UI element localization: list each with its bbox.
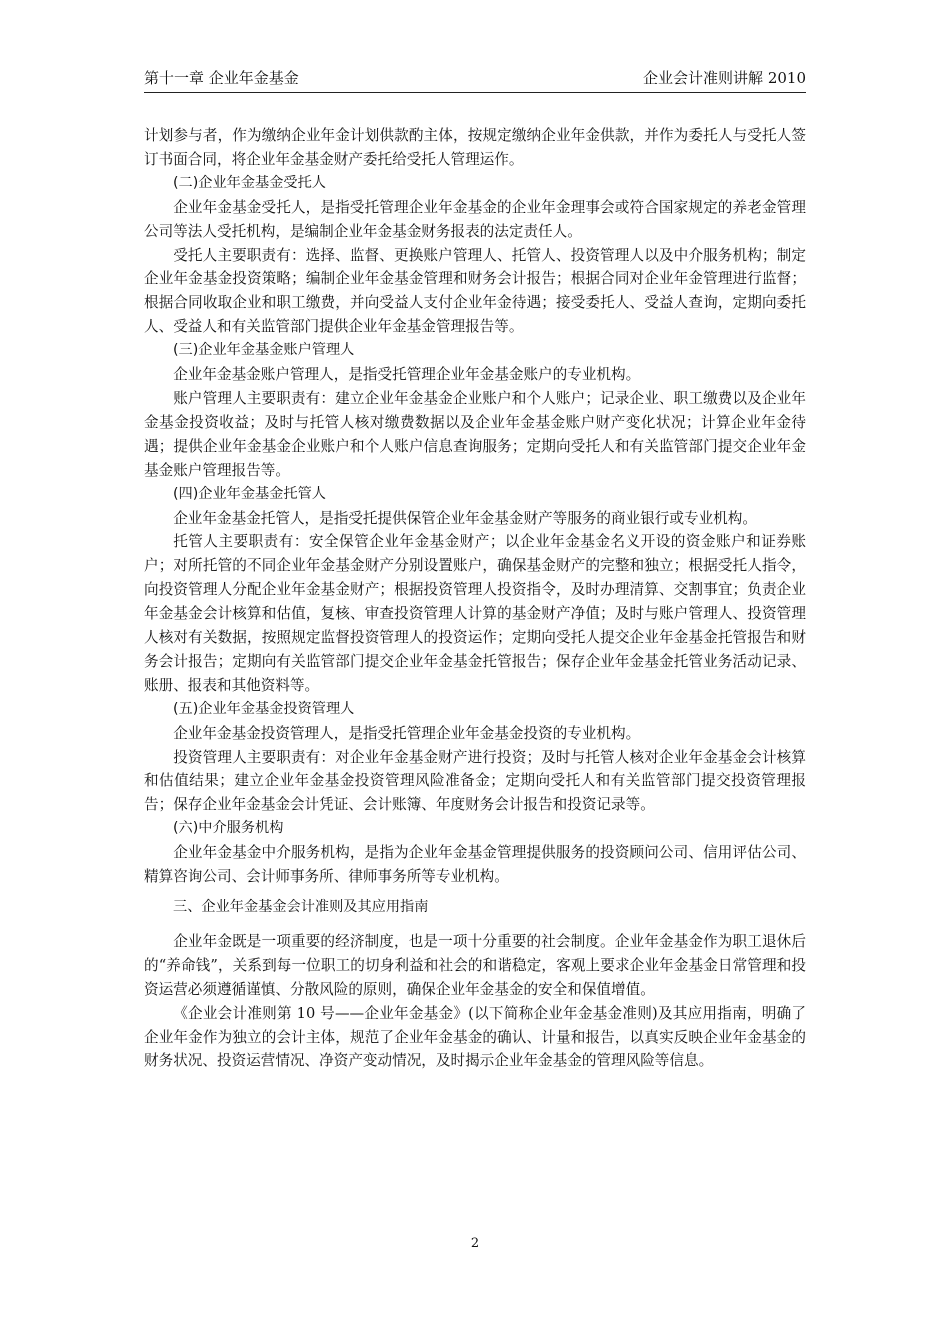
paragraph: 账户管理人主要职责有：建立企业年金基金企业账户和个人账户；记录企业、职工缴费以及企业年金基金投资收益；及时与托管人核对缴费数据以及企业年金基金账户财产变化状况；计算企业年金待遇；提供企业年金基金企业账户和个人账户信息查询服务；定期向受托人和有关监管部门提交企业年金基金账户管理报告等。 [144, 389, 806, 479]
section-heading: (五)企业年金基金投资管理人 [173, 700, 355, 717]
paragraph: 《企业会计准则第 10 号——企业年金基金》(以下简称企业年金基金准则)及其应用指南，明确了企业年金作为独立的会计主体，规范了企业年金基金的确认、计量和报告，以真实反映企业年金基金的财务状况、投资运营情况、净资产变动情况，及时揭示企业年金基金的管理风险等信息。 [144, 1004, 806, 1070]
header-chapter-title: 第十一章 企业年金基金 [144, 69, 299, 87]
paragraph: 托管人主要职责有：安全保管企业年金基金财产；以企业年金基金名义开设的资金账户和证券账户；对所托管的不同企业年金基金财产分别设置账户，确保基金财产的完整和独立；根据受托人指令，向投资管理人分配企业年金基金财产；根据投资管理人投资指令，及时办理清算、交割事宜；负责企业年金基金会计核算和估值，复核、审查投资管理人计算的基金财产净值；及时与账户管理人、投资管理人核对有关数据，按照规定监督投资管理人的投资运作；定期向受托人提交企业年金基金托管报告和财务会计报告；定期向有关监管部门提交企业年金基金托管报告；保存企业年金基金托管业务活动记录、账册、报表和其他资料等。 [144, 533, 806, 694]
paragraph: 企业年金基金托管人，是指受托提供保管企业年金基金财产等服务的商业银行或专业机构。 [173, 509, 757, 527]
paragraph: 受托人主要职责有：选择、监督、更换账户管理人、托管人、投资管理人以及中介服务机构；制定企业年金基金投资策略；编制企业年金基金管理和财务会计报告；根据合同对企业年金管理进行监督；根据合同收取企业和职工缴费，并向受益人支付企业年金待遇；接受委托人、受益人查询，定期向委托人、受益人和有关监管部门提供企业年金基金管理报告等。 [144, 246, 806, 336]
section-heading: (四)企业年金基金托管人 [173, 485, 326, 502]
paragraph: 计划参与者，作为缴纳企业年金计划供款酌主体，按规定缴纳企业年金供款，并作为委托人与受托人签订书面合同，将企业年金基金财产委托给受托人管理运作。 [144, 127, 806, 168]
section-heading: (二)企业年金基金受托人 [173, 174, 326, 191]
paragraph: 企业年金基金受托人，是指受托管理企业年金基金的企业年金理事会或符合国家规定的养老金管理公司等法人受托机构，是编制企业年金基金财务报表的法定责任人。 [144, 198, 806, 240]
paragraph: 企业年金基金账户管理人，是指受托管理企业年金基金账户的专业机构。 [173, 366, 641, 384]
chapter-section-heading: 三、企业年金基金会计准则及其应用指南 [173, 899, 429, 915]
header-book-title: 企业会计准则讲解 2010 [643, 69, 806, 87]
paragraph: 企业年金基金中介服务机构，是指为企业年金基金管理提供服务的投资顾问公司、信用评估公司、精算咨询公司、会计师事务所、律师事务所等专业机构。 [144, 844, 806, 886]
page-header [144, 66, 806, 93]
paragraph: 企业年金既是一项重要的经济制度，也是一项十分重要的社会制度。企业年金基金作为职工退休后的“养命钱”，关系到每一位职工的切身利益和社会的和谐稳定，客观上要求企业年金基金日常管理和投资运营必须遵循谨慎、分散风险的原则，确保企业年金基金的安全和保值增值。 [144, 932, 806, 998]
section-heading: (三)企业年金基金账户管理人 [173, 342, 355, 359]
page-body [144, 124, 806, 1073]
section-heading: (六)中介服务机构 [173, 820, 284, 837]
page-number: 2 [470, 1236, 480, 1251]
paragraph: 企业年金基金投资管理人，是指受托管理企业年金基金投资的专业机构。 [173, 724, 641, 742]
paragraph: 投资管理人主要职责有：对企业年金基金财产进行投资；及时与托管人核对企业年金基金会计核算和估值结果；建立企业年金基金投资管理风险准备金；定期向受托人和有关监管部门提交投资管理报告；保存企业年金基金会计凭证、会计账簿、年度财务会计报告和投资记录等。 [144, 748, 806, 814]
